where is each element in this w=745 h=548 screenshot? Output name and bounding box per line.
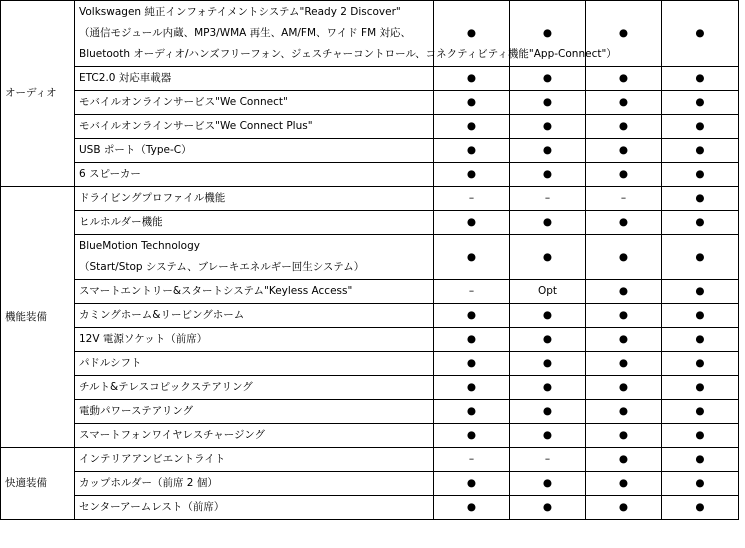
table-row [1, 187, 739, 211]
table-row [1, 211, 739, 235]
availability-mark: ● [586, 448, 662, 472]
item-cell [75, 1, 617, 67]
table-row [1, 400, 739, 424]
item-text: Bluetooth オーディオ/ハンズフリーフォン、ジェスチャーコントロール、コネクティビティ機能"App-Connect"） [79, 48, 617, 60]
item-cell [75, 328, 434, 352]
table-row [1, 235, 739, 280]
availability-mark: ● [434, 91, 510, 115]
availability-mark: ● [510, 91, 586, 115]
availability-mark: ● [510, 139, 586, 163]
availability-mark: ● [662, 235, 739, 280]
availability-mark: ● [586, 115, 662, 139]
availability-mark: ● [586, 67, 662, 91]
item-cell [75, 472, 434, 496]
item-text: パドルシフト [79, 357, 142, 369]
item-text: チルト&テレスコピックステアリング [79, 381, 253, 393]
category-label: 機能装備 [1, 187, 75, 448]
item-text: Volkswagen 純正インフォテイメントシステム"Ready 2 Discover" [79, 6, 401, 18]
item-cell [75, 304, 434, 328]
item-text: センターアームレスト（前席） [79, 501, 225, 513]
availability-mark: ● [510, 1, 586, 67]
availability-mark: ● [586, 211, 662, 235]
availability-mark: ● [586, 352, 662, 376]
availability-mark: ● [434, 211, 510, 235]
item-text: 6 スピーカー [79, 168, 141, 180]
table-row [1, 328, 739, 352]
availability-mark: ● [586, 304, 662, 328]
table-row [1, 1, 739, 67]
item-cell [75, 139, 434, 163]
availability-mark: ● [662, 67, 739, 91]
item-cell [75, 496, 434, 520]
table-row [1, 163, 739, 187]
availability-mark: ● [434, 163, 510, 187]
availability-mark: ● [510, 496, 586, 520]
availability-mark: – [434, 448, 510, 472]
table-row [1, 424, 739, 448]
availability-mark: ● [586, 328, 662, 352]
table-row [1, 448, 739, 472]
item-text: 12V 電源ソケット（前席） [79, 333, 208, 345]
item-cell [75, 211, 434, 235]
availability-mark: ● [662, 448, 739, 472]
availability-mark: ● [586, 424, 662, 448]
item-cell [75, 376, 434, 400]
availability-mark: ● [662, 115, 739, 139]
item-cell [75, 280, 434, 304]
availability-mark: ● [586, 163, 662, 187]
availability-mark: ● [586, 1, 662, 67]
item-text: モバイルオンラインサービス"We Connect" [79, 96, 288, 108]
table-row [1, 352, 739, 376]
availability-mark: ● [434, 1, 510, 67]
availability-mark: ● [510, 472, 586, 496]
item-cell [75, 400, 434, 424]
availability-mark: ● [662, 304, 739, 328]
item-cell [75, 163, 434, 187]
item-text: スマートエントリー&スタートシステム"Keyless Access" [79, 285, 353, 297]
availability-mark: ● [434, 496, 510, 520]
table-row [1, 115, 739, 139]
item-text: カップホルダー（前席 2 個） [79, 477, 218, 489]
availability-mark: ● [510, 211, 586, 235]
availability-mark: ● [662, 352, 739, 376]
availability-mark: ● [662, 91, 739, 115]
availability-mark: ● [662, 163, 739, 187]
availability-mark: ● [586, 472, 662, 496]
availability-mark: ● [434, 235, 510, 280]
item-cell [75, 67, 434, 91]
category-label: 快適装備 [1, 448, 75, 520]
availability-mark: ● [586, 400, 662, 424]
availability-mark: ● [434, 328, 510, 352]
availability-mark: ● [510, 115, 586, 139]
item-text: BlueMotion Technology [79, 240, 200, 252]
availability-mark: ● [510, 400, 586, 424]
table-row [1, 496, 739, 520]
availability-mark: ● [434, 352, 510, 376]
table-row [1, 376, 739, 400]
availability-mark: – [434, 280, 510, 304]
availability-mark: ● [586, 496, 662, 520]
table-row [1, 67, 739, 91]
availability-mark: ● [586, 280, 662, 304]
availability-mark: ● [434, 304, 510, 328]
item-cell [75, 91, 434, 115]
item-cell [75, 115, 434, 139]
availability-mark: ● [662, 400, 739, 424]
availability-mark: ● [662, 472, 739, 496]
table-row [1, 472, 739, 496]
item-text: ETC2.0 対応車載器 [79, 72, 172, 84]
availability-mark: ● [662, 376, 739, 400]
item-cell [75, 424, 434, 448]
availability-mark: ● [662, 1, 739, 67]
item-text: インテリアアンビエントライト [79, 453, 226, 465]
item-text: ヒルホルダー機能 [79, 216, 163, 228]
item-cell [75, 352, 434, 376]
availability-mark: ● [586, 91, 662, 115]
availability-mark: ● [434, 472, 510, 496]
item-cell [75, 448, 434, 472]
availability-mark: ● [510, 376, 586, 400]
item-cell [75, 235, 434, 280]
availability-mark: ● [510, 304, 586, 328]
availability-mark: ● [662, 139, 739, 163]
availability-mark: – [434, 187, 510, 211]
item-cell [75, 187, 434, 211]
table-row [1, 139, 739, 163]
table-row [1, 280, 739, 304]
item-text: （Start/Stop システム、ブレーキエネルギー回生システム） [79, 261, 365, 273]
availability-mark: ● [662, 496, 739, 520]
availability-mark: ● [434, 424, 510, 448]
availability-mark: – [510, 448, 586, 472]
availability-mark: ● [662, 187, 739, 211]
availability-mark: ● [510, 328, 586, 352]
availability-mark: ● [662, 328, 739, 352]
availability-mark: ● [434, 67, 510, 91]
item-text: カミングホーム&リービングホーム [79, 309, 245, 321]
availability-mark: ● [510, 67, 586, 91]
item-text: （通信モジュール内蔵、MP3/WMA 再生、AM/FM、ワイド FM 対応、 [79, 27, 411, 39]
item-text: スマートフォンワイヤレスチャージング [79, 429, 266, 441]
availability-mark: ● [662, 211, 739, 235]
availability-mark: ● [662, 280, 739, 304]
item-text: モバイルオンラインサービス"We Connect Plus" [79, 120, 313, 132]
availability-mark: ● [510, 424, 586, 448]
availability-mark: – [586, 187, 662, 211]
availability-mark: ● [434, 376, 510, 400]
item-text: 電動パワーステアリング [79, 405, 194, 417]
availability-mark: ● [510, 352, 586, 376]
availability-mark: ● [434, 139, 510, 163]
availability-mark: – [510, 187, 586, 211]
availability-mark: ● [434, 400, 510, 424]
table-row [1, 91, 739, 115]
availability-mark: ● [662, 424, 739, 448]
availability-mark: ● [434, 115, 510, 139]
availability-mark: ● [586, 139, 662, 163]
availability-mark: ● [586, 376, 662, 400]
table-row [1, 304, 739, 328]
availability-mark: ● [510, 163, 586, 187]
item-text: ドライビングプロファイル機能 [79, 192, 226, 204]
availability-mark: ● [586, 235, 662, 280]
availability-mark: ● [510, 235, 586, 280]
category-label: オーディオ [1, 1, 75, 187]
item-text: USB ポート（Type-C） [79, 144, 192, 156]
equipment-table-body [1, 1, 739, 520]
availability-mark: Opt [510, 280, 586, 304]
